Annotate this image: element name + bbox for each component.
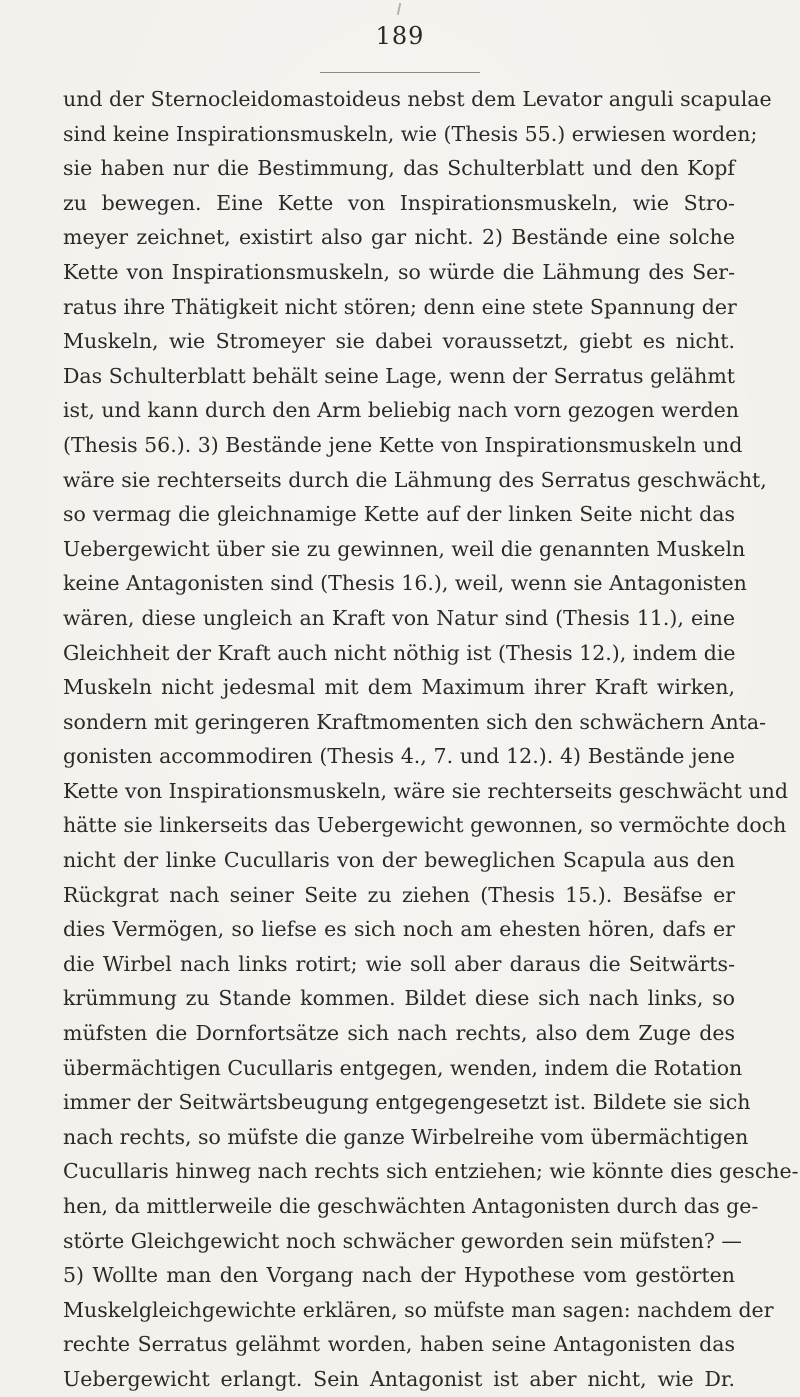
text-line: hätte sie linkerseits das Uebergewicht gewonnen, so vermöchte doch	[63, 813, 787, 838]
text-line: Kette von Inspirationsmuskeln, so würde die Lähmung des Ser-	[63, 259, 735, 284]
text-line: (Thesis 56.). 3) Bestände jene Kette von Inspirationsmuskeln und	[63, 432, 743, 457]
text-line: dies Vermögen, so liefse es sich noch am ehesten hören, dafs er	[63, 917, 735, 942]
text-line: zu bewegen. Eine Kette von Inspirationsmuskeln, wie Stro-	[63, 190, 735, 215]
text-line: hen, da mittlerweile die geschwächten Antagonisten durch das ge-	[63, 1194, 759, 1218]
text-line: Cucullaris hinweg nach rechts sich entziehen; wie könnte dies gesche-	[63, 1159, 799, 1184]
text-line: 5) Wollte man den Vorgang nach der Hypothese vom gestörten	[63, 1263, 735, 1288]
text-line: ist, und kann durch den Arm beliebig nach vorn gezogen werden	[63, 398, 740, 423]
text-line: krümmung zu Stande kommen. Bildet diese sich nach links, so	[63, 986, 735, 1011]
text-line: ratus ihre Thätigkeit nicht stören; denn eine stete Spannung der	[63, 294, 737, 319]
text-line: sie haben nur die Bestimmung, das Schulterblatt und den Kopf	[63, 156, 735, 181]
text-line: sind keine Inspirationsmuskeln, wie (Thesis 55.) erwiesen worden;	[63, 121, 758, 146]
page-number: 189	[375, 22, 425, 50]
text-line: Muskelgleichgewichte erklären, so müfste man sagen: nachdem der	[63, 1297, 774, 1322]
text-line: wäre sie rechterseits durch die Lähmung des Serratus geschwächt,	[63, 467, 767, 492]
text-line: Das Schulterblatt behält seine Lage, wenn der Serratus gelähmt	[63, 363, 735, 388]
text-line: sondern mit geringeren Kraftmomenten sich den schwächern Anta-	[63, 709, 767, 734]
text-line: so vermag die gleichnamige Kette auf der linken Seite nicht das	[63, 502, 735, 527]
text-line: meyer zeichnet, existirt also gar nicht. 2) Bestände eine solche	[63, 225, 735, 250]
text-line: die Wirbel nach links rotirt; wie soll aber daraus die Seitwärts-	[63, 951, 735, 976]
text-line: wären, diese ungleich an Kraft von Natur sind (Thesis 11.), eine	[63, 605, 735, 630]
text-line: nicht der linke Cucullaris von der beweglichen Scapula aus den	[63, 848, 735, 873]
text-line: müfsten die Dornfortsätze sich nach rechts, also dem Zuge des	[63, 1021, 735, 1046]
text-line: rechte Serratus gelähmt worden, haben seine Antagonisten das	[63, 1332, 735, 1357]
body-text	[63, 82, 799, 1397]
text-line: Muskeln nicht jedesmal mit dem Maximum ihrer Kraft wirken,	[63, 675, 735, 700]
text-line: immer der Seitwärtsbeugung entgegengesetzt ist. Bildete sie sich	[63, 1090, 751, 1115]
text-line: gonisten accommodiren (Thesis 4., 7. und 12.). 4) Bestände jene	[63, 744, 735, 769]
header-rule	[320, 72, 480, 73]
text-line: übermächtigen Cucullaris entgegen, wenden, indem die Rotation	[63, 1055, 743, 1080]
text-line: keine Antagonisten sind (Thesis 16.), weil, wenn sie Antagonisten	[63, 571, 747, 596]
text-line: Kette von Inspirationsmuskeln, wäre sie rechterseits geschwächt und	[63, 778, 788, 803]
stray-ink-mark	[397, 3, 401, 15]
text-line: Uebergewicht erlangt. Sein Antagonist ist aber nicht, wie Dr.	[63, 1366, 735, 1391]
text-line: Muskeln, wie Stromeyer sie dabei voraussetzt, giebt es nicht.	[63, 329, 735, 354]
text-line: Rückgrat nach seiner Seite zu ziehen (Thesis 15.). Besäfse er	[63, 882, 735, 907]
text-line: Uebergewicht über sie zu gewinnen, weil die genannten Muskeln	[63, 536, 746, 561]
text-line: störte Gleichgewicht noch schwächer geworden sein müfsten? —	[63, 1228, 742, 1253]
text-line: Gleichheit der Kraft auch nicht nöthig ist (Thesis 12.), indem die	[63, 640, 736, 665]
text-line: und der Sternocleidomastoideus nebst dem Levator anguli scapulae	[63, 87, 772, 111]
text-line: nach rechts, so müfste die ganze Wirbelreihe vom übermächtigen	[63, 1124, 749, 1149]
